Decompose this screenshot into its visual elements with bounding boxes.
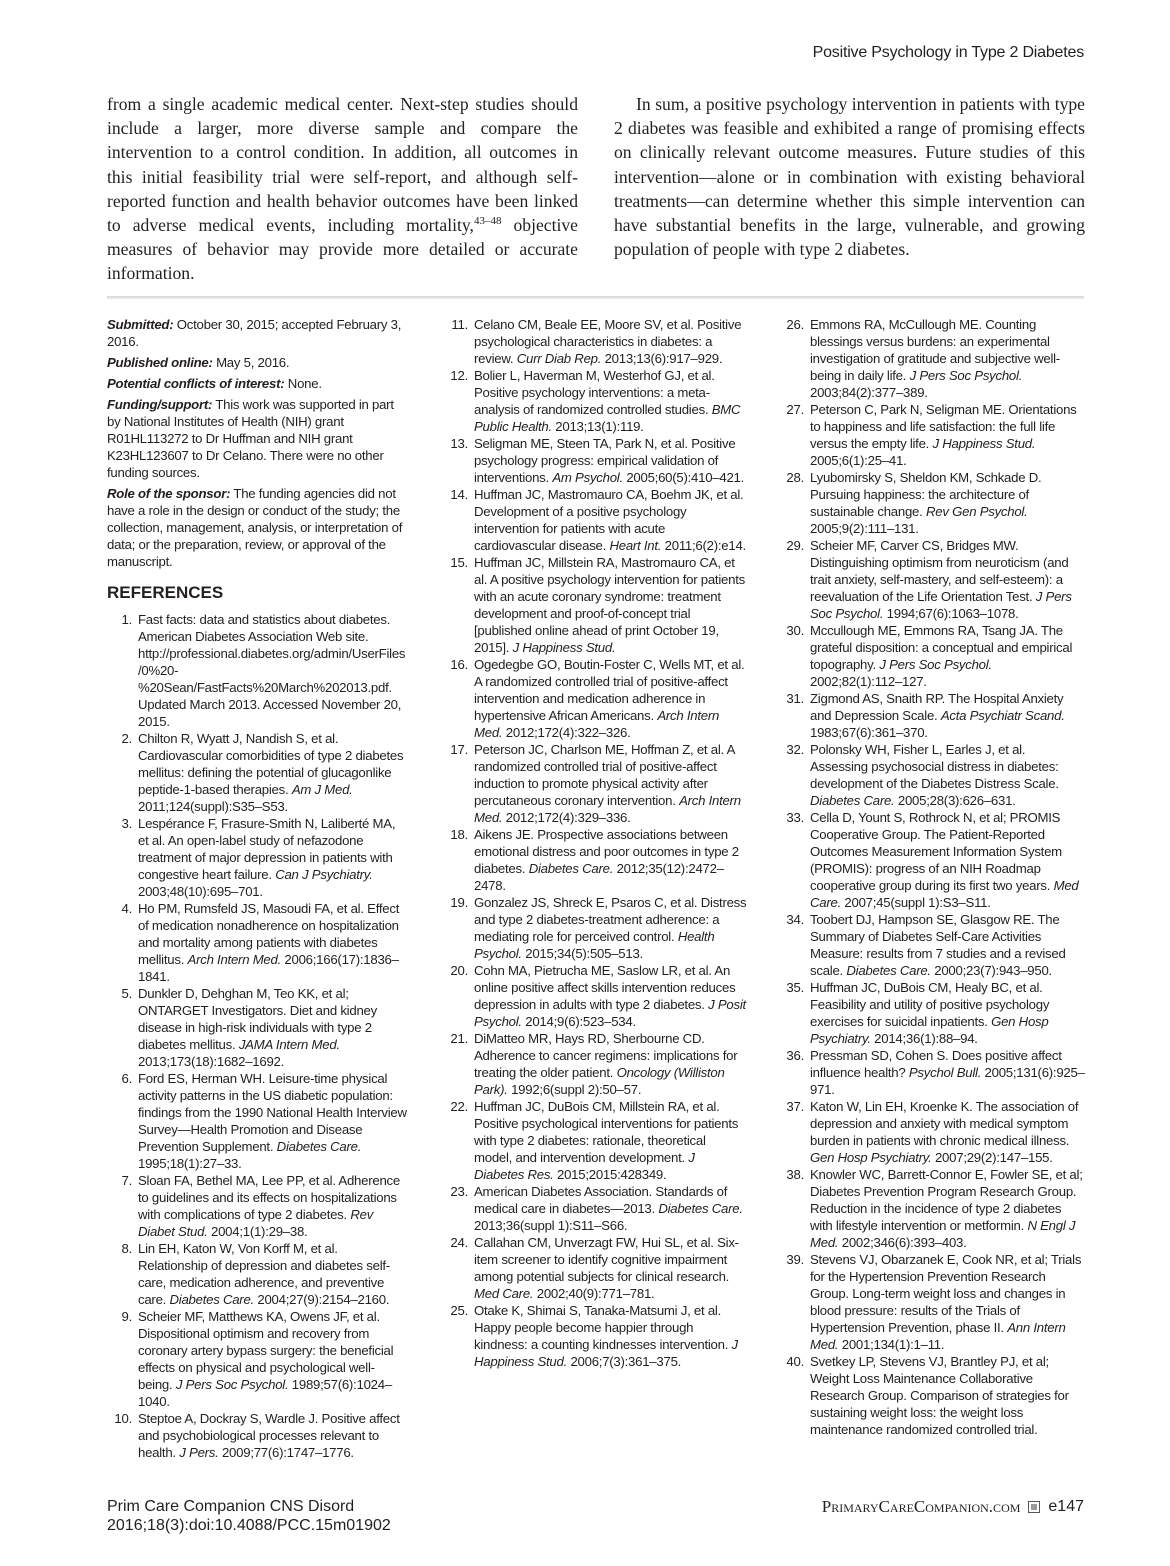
metadata-item (107, 316, 407, 350)
metadata-label: Funding/support: (107, 397, 213, 412)
reference-item (107, 1070, 407, 1172)
journal-title: Diabetes Care. (658, 1201, 743, 1216)
reference-item (779, 622, 1085, 690)
reference-volume: 1983;67(6):361–370. (810, 725, 928, 740)
reference-body: Otake K, Shimai S, Tanaka-Matsumi J, et al. Happy people become happier through kindness: a counting kindnesses intervention. (474, 1303, 732, 1352)
reference-number: 39. (786, 1252, 804, 1267)
journal-title: J Happiness Stud. (474, 1337, 738, 1369)
journal-title: Acta Psychiatr Scand. (940, 708, 1065, 723)
reference-item (779, 537, 1085, 622)
reference-body: American Diabetes Association. Standards of medical care in diabetes—2013. (474, 1184, 728, 1216)
reference-volume: 1989;57(6):1024–1040. (138, 1377, 392, 1409)
reference-number: 33. (786, 810, 804, 825)
journal-title: Oncology (Williston Park). (474, 1065, 725, 1097)
reference-item (779, 1098, 1085, 1166)
reference-body: Bolier L, Haverman M, Westerhof GJ, et al. Positive psychology interventions: a meta-analysis of randomized controlled studies. (474, 368, 715, 417)
journal-title: Gen Hosp Psychiatry. (810, 1150, 932, 1165)
reference-item (779, 741, 1085, 809)
reference-number: 31. (786, 691, 804, 706)
journal-title: Diabetes Care. (276, 1139, 362, 1154)
reference-text (810, 911, 1085, 979)
page-number: e147 (1048, 1498, 1084, 1515)
reference-item (779, 979, 1085, 1047)
reference-text (810, 537, 1085, 622)
reference-body: Scheier MF, Carver CS, Bridges MW. Distinguishing optimism from neuroticism (and trait anxiety, self-mastery, and self-esteem): a reevaluation of the Life Orientation Test. (810, 538, 1069, 604)
reference-volume: 2004;27(9):2154–2160. (253, 1292, 390, 1307)
reference-number: 12. (450, 368, 468, 383)
reference-item (443, 1234, 747, 1302)
metadata-item (107, 354, 407, 371)
column-1 (107, 316, 407, 1461)
journal-title: J Pers Soc Psychol. (810, 589, 1072, 621)
journal-title: Am Psychol. (552, 470, 623, 485)
reference-volume: 1995;18(1):27–33. (138, 1156, 242, 1171)
reference-body: Huffman JC, DuBois CM, Millstein RA, et al. Positive psychological interventions for patients with type 2 diabetes: rationale, theoretical model, and intervention development. (474, 1099, 739, 1165)
reference-number: 38. (786, 1167, 804, 1182)
journal-title: Rev Gen Psychol. (925, 504, 1028, 519)
reference-item (443, 367, 747, 435)
reference-volume: 2005;28(3):626–631. (894, 793, 1016, 808)
metadata-text: The funding agencies did not have a role in the design or conduct of the study; the collection, management, analysis, or interpretation of data; or the preparation, review, or approval of the manuscript. (107, 486, 403, 569)
reference-item (443, 962, 747, 1030)
journal-title: Heart Int. (609, 538, 662, 553)
running-title: Positive Psychology in Type 2 Diabetes (812, 44, 1084, 61)
reference-text (810, 469, 1085, 537)
reference-number: 16. (450, 657, 468, 672)
square-bullet-icon (1028, 1501, 1040, 1513)
reference-volume: 2001;134(1):1–11. (838, 1337, 945, 1352)
reference-item (107, 1410, 407, 1461)
doi-citation: 2016;18(3):doi:10.4088/PCC.15m01902 (107, 1517, 391, 1534)
reference-text (474, 316, 747, 367)
reference-number: 18. (450, 827, 468, 842)
reference-item (107, 815, 407, 900)
reference-text (474, 894, 747, 962)
reference-item (107, 1308, 407, 1410)
reference-body: Lespérance F, Frasure-Smith N, Laliberté MA, et al. An open-label study of nefazodone treatment of major depression in patients with congestive heart failure. (138, 816, 396, 882)
reference-list-part-1 (107, 611, 407, 1461)
reference-volume: 1994;67(6):1063–1078. (883, 606, 1019, 621)
reference-volume: 2007;45(suppl 1):S3–S11. (841, 895, 991, 910)
reference-body: Scheier MF, Matthews KA, Owens JF, et al. Dispositional optimism and recovery from coronary artery bypass surgery: the beneficial effects on physical and psychological well-being. (138, 1309, 394, 1392)
reference-number: 1. (121, 612, 132, 627)
reference-body: Steptoe A, Dockray S, Wardle J. Positive affect and psychobiological processes relevant to health. (138, 1411, 400, 1460)
reference-volume: 2011;124(suppl):S35–S53. (138, 799, 288, 814)
journal-website: PrimaryCareCompanion.com (821, 1497, 1021, 1516)
journal-title: J Pers Soc Psychol. (879, 657, 992, 672)
reference-text (474, 1234, 747, 1302)
reference-number: 17. (450, 742, 468, 757)
journal-title: J Diabetes Res. (474, 1150, 695, 1182)
reference-body: Ho PM, Rumsfeld JS, Masoudi FA, et al. Effect of medication nonadherence on hospitalization and mortality among patients with diabetes mellitus. (138, 901, 400, 967)
footer-citation (107, 1497, 391, 1535)
reference-body: Sloan FA, Bethel MA, Lee PP, et al. Adherence to guidelines and its effects on hospitalizations with complications of type 2 diabetes. (138, 1173, 400, 1222)
reference-number: 6. (121, 1071, 132, 1086)
journal-title: Diabetes Care. (528, 861, 614, 876)
reference-volume: 1992;6(suppl 2):50–57. (507, 1082, 642, 1097)
reference-volume: 2011;6(2):e14. (661, 538, 746, 553)
reference-volume: 2007;29(2):147–155. (931, 1150, 1053, 1165)
reference-number: 28. (786, 470, 804, 485)
reference-body: Dunkler D, Dehghan M, Teo KK, et al; ONTARGET Investigators. Diet and kidney disease in high-risk individuals with type 2 diabetes mellitus. (138, 986, 377, 1052)
reference-item (779, 911, 1085, 979)
reference-number: 40. (786, 1354, 804, 1369)
reference-item (443, 656, 747, 741)
reference-body: Seligman ME, Steen TA, Park N, et al. Positive psychology progress: empirical validation of interventions. (474, 436, 736, 485)
reference-body: Fast facts: data and statistics about diabetes. American Diabetes Association Web site. http://professional.diabetes.org/admin/UserFiles/0%20-%20Sean/FastFacts%20March%202013.pdf. Updated March 2013. Accessed November 20, 2015. (138, 612, 406, 729)
reference-text (810, 1047, 1085, 1098)
reference-volume: 2006;166(17):1836–1841. (138, 952, 399, 984)
reference-number: 20. (450, 963, 468, 978)
reference-item (779, 1047, 1085, 1098)
journal-title: Diabetes Care. (846, 963, 931, 978)
reference-body: Cella D, Yount S, Rothrock N, et al; PROMIS Cooperative Group. The Patient-Reported Outcomes Measurement Information System (PROMIS): progress of an NIH Roadmap cooperative group during its first two years. (810, 810, 1062, 893)
journal-title: Diabetes Care. (169, 1292, 254, 1307)
reference-text (138, 611, 407, 730)
journal-title: J Happiness Stud. (512, 640, 616, 655)
metadata-label: Published online: (107, 355, 213, 370)
reference-body: Zigmond AS, Snaith RP. The Hospital Anxiety and Depression Scale. (810, 691, 1064, 723)
reference-body: Svetkey LP, Stevens VJ, Brantley PJ, et al; Weight Loss Maintenance Collaborative Research Group. Comparison of strategies for sustaining weight loss: the weight loss maintenance randomized controlled trial. (810, 1354, 1069, 1437)
journal-title: Curr Diab Rep. (516, 351, 602, 366)
reference-text (138, 1410, 407, 1461)
metadata-text: This work was supported in part by National Institutes of Health (NIH) grant R01HL113272 to Dr Huffman and NIH grant K23HL123607 to Dr Celano. There were no other funding sources. (107, 397, 394, 480)
reference-volume: 2002;82(1):112–127. (810, 674, 927, 689)
reference-volume: 2013;36(suppl 1):S11–S66. (474, 1218, 628, 1233)
reference-body: Pressman SD, Cohen S. Does positive affect influence health? (810, 1048, 1062, 1080)
reference-text (138, 1240, 407, 1308)
reference-item (779, 1251, 1085, 1353)
reference-body: Callahan CM, Unverzagt FW, Hui SL, et al. Six-item screener to identify cognitive impairment among potential subjects for clinical research. (474, 1235, 739, 1284)
reference-text (474, 1030, 747, 1098)
reference-item (443, 741, 747, 826)
reference-body: Katon W, Lin EH, Kroenke K. The association of depression and anxiety with medical symptom burden in patients with chronic medical illness. (810, 1099, 1079, 1148)
footer-right (822, 1497, 1084, 1517)
reference-volume: 2004;1(1):29–38. (207, 1224, 308, 1239)
reference-number: 3. (121, 816, 132, 831)
body-paragraph (107, 92, 578, 286)
reference-volume: 2013;173(18):1682–1692. (138, 1054, 285, 1069)
reference-number: 24. (450, 1235, 468, 1250)
reference-item (779, 316, 1085, 401)
reference-number: 4. (121, 901, 132, 916)
reference-text (810, 690, 1085, 741)
journal-title: Can J Psychiatry. (275, 867, 373, 882)
reference-item (779, 690, 1085, 741)
journal-title: J Happiness Stud. (932, 436, 1036, 451)
reference-body: Stevens VJ, Obarzanek E, Cook NR, et al; Trials for the Hypertension Prevention Research Group. Long-term weight loss and changes in blood pressure: results of the Trials of Hypertension Prevention, phase II. (810, 1252, 1082, 1335)
reference-item (779, 1353, 1085, 1438)
reference-text (474, 486, 747, 554)
reference-text (138, 1308, 407, 1410)
reference-item (443, 316, 747, 367)
journal-title: Ann Intern Med. (810, 1320, 1066, 1352)
reference-number: 13. (450, 436, 468, 451)
reference-volume: 2002;346(6):393–403. (838, 1235, 967, 1250)
reference-item (443, 1302, 747, 1370)
references-heading: REFERENCES (107, 583, 224, 602)
journal-title: JAMA Intern Med. (238, 1037, 340, 1052)
reference-body: Cohn MA, Pietrucha ME, Saslow LR, et al. An online positive affect skills intervention reduces depression in adults with type 2 diabetes. (474, 963, 736, 1012)
reference-number: 5. (121, 986, 132, 1001)
reference-text (474, 656, 747, 741)
body-text-right (614, 92, 1085, 261)
reference-number: 36. (786, 1048, 804, 1063)
reference-body: Knowler WC, Barrett-Connor E, Fowler SE, et al; Diabetes Prevention Program Research Group. Reduction in the incidence of type 2 diabetes with lifestyle intervention or metformin. (810, 1167, 1083, 1233)
column-3 (779, 316, 1085, 1438)
metadata-label: Potential conflicts of interest: (107, 376, 285, 391)
reference-body: DiMatteo MR, Hays RD, Sherbourne CD. Adherence to cancer regimens: implications for treating the older patient. (474, 1031, 738, 1080)
reference-volume: 2014;9(6):523–534. (521, 1014, 636, 1029)
reference-text (810, 1098, 1085, 1166)
reference-number: 14. (450, 487, 468, 502)
reference-body: Peterson C, Park N, Seligman ME. Orientations to happiness and life satisfaction: the full life versus the empty life. (810, 402, 1077, 451)
journal-title: Diabetes Care. (810, 793, 895, 808)
metadata-item (107, 485, 407, 570)
reference-number: 30. (786, 623, 804, 638)
reference-volume: 2013;13(1):119. (551, 419, 644, 434)
reference-body: Mccullough ME, Emmons RA, Tsang JA. The grateful disposition: a conceptual and empirical topography. (810, 623, 1073, 672)
reference-item (107, 611, 407, 730)
reference-text (474, 1098, 747, 1183)
reference-number: 23. (450, 1184, 468, 1199)
reference-volume: 2003;84(2):377–389. (810, 385, 928, 400)
reference-item (107, 730, 407, 815)
journal-title: J Pers Soc Psychol. (175, 1377, 289, 1392)
reference-text (810, 316, 1085, 401)
journal-title: Arch Intern Med. (187, 952, 282, 967)
journal-title: J Posit Psychol. (474, 997, 746, 1029)
journal-title: J Pers. (179, 1445, 219, 1460)
article-metadata (107, 316, 407, 570)
reference-item (107, 1172, 407, 1240)
reference-number: 25. (450, 1303, 468, 1318)
reference-text (474, 1183, 747, 1234)
reference-number: 19. (450, 895, 468, 910)
reference-text (810, 1353, 1085, 1438)
metadata-label: Submitted: (107, 317, 174, 332)
reference-body: Peterson JC, Charlson ME, Hoffman Z, et al. A randomized controlled trial of positive-affect induction to promote physical activity after percutaneous coronary intervention. (474, 742, 735, 808)
journal-title: Am J Med. (291, 782, 353, 797)
reference-list-part-3 (779, 316, 1085, 1438)
reference-body: Celano CM, Beale EE, Moore SV, et al. Positive psychological characteristics in diabetes: a review. (474, 317, 742, 366)
metadata-item (107, 396, 407, 481)
journal-title: Med Care. (810, 878, 1079, 910)
metadata-text: May 5, 2016. (212, 355, 290, 370)
reference-text (810, 979, 1085, 1047)
reference-text (138, 1070, 407, 1172)
reference-body: Chilton R, Wyatt J, Nandish S, et al. Cardiovascular comorbidities of type 2 diabetes mellitus: defining the potential of glucagonlike peptide-1-based therapies. (138, 731, 404, 797)
metadata-label: Role of the sponsor: (107, 486, 231, 501)
journal-title: BMC Public Health. (474, 402, 741, 434)
journal-name: Prim Care Companion CNS Disord (107, 1498, 355, 1515)
reference-volume: 2005;9(2):111–131. (810, 521, 919, 536)
reference-body: Lyubomirsky S, Sheldon KM, Schkade D. Pursuing happiness: the architecture of sustainable change. (810, 470, 1042, 519)
reference-number: 7. (121, 1173, 132, 1188)
metadata-text: October 30, 2015; accepted February 3, 2016. (107, 317, 402, 349)
reference-number: 29. (786, 538, 804, 553)
journal-title: Med Care. (474, 1286, 534, 1301)
reference-body: Toobert DJ, Hampson SE, Glasgow RE. The Summary of Diabetes Self-Care Activities Measure: results from 7 studies and a revised scale. (810, 912, 1066, 978)
reference-item (443, 1030, 747, 1098)
reference-body: Huffman JC, Mastromauro CA, Boehm JK, et al. Development of a positive psychology intervention for patients with acute cardiovascular disease. (474, 487, 744, 553)
reference-volume: 2012;35(12):2472–2478. (474, 861, 724, 893)
reference-volume: 2006;7(3):361–375. (567, 1354, 682, 1369)
column-2 (443, 316, 747, 1370)
journal-title: Psychol Bull. (908, 1065, 982, 1080)
citation-superscript: 43–48 (473, 215, 502, 228)
reference-volume: 2009;77(6):1747–1776. (218, 1445, 354, 1460)
metadata-text: None. (284, 376, 322, 391)
reference-text (138, 730, 407, 815)
reference-number: 26. (786, 317, 804, 332)
reference-body: Emmons RA, McCullough ME. Counting blessings versus burdens: an experimental investigation of gratitude and subjective well-being in daily life. (810, 317, 1060, 383)
reference-volume: 2015;2015:428349. (553, 1167, 667, 1182)
journal-title: Health Psychol. (474, 929, 715, 961)
reference-item (107, 900, 407, 985)
reference-number: 11. (451, 317, 468, 332)
reference-text (474, 962, 747, 1030)
reference-item (779, 809, 1085, 911)
reference-body: Ford ES, Herman WH. Leisure-time physical activity patterns in the US diabetic population: findings from the 1990 National Health Interview Survey—Health Promotion and Disease Prevention Supplement. (138, 1071, 407, 1154)
reference-text (138, 1172, 407, 1240)
reference-text (810, 741, 1085, 809)
reference-number: 35. (786, 980, 804, 995)
reference-number: 15. (450, 555, 468, 570)
reference-body: Huffman JC, Millstein RA, Mastromauro CA, et al. A positive psychology intervention for patients with an acute coronary syndrome: treatment development and proof-of-concept trial [published online ahead of print October 19, 2015]. (474, 555, 745, 655)
reference-text (810, 622, 1085, 690)
reference-item (443, 826, 747, 894)
reference-volume: 2014;36(1):88–94. (870, 1031, 978, 1046)
reference-number: 34. (786, 912, 804, 927)
reference-number: 9. (121, 1309, 132, 1324)
body-text-left (107, 92, 578, 286)
reference-item (779, 1166, 1085, 1251)
reference-volume: 2013;13(6):917–929. (601, 351, 723, 366)
reference-volume: 2005;6(1):25–41. (810, 453, 907, 468)
reference-volume: 2003;48(10):695–701. (138, 884, 263, 899)
reference-item (107, 985, 407, 1070)
reference-item (779, 401, 1085, 469)
reference-body: Gonzalez JS, Shreck E, Psaros C, et al. Distress and type 2 diabetes-treatment adherence: a mediating role for perceived control. (474, 895, 747, 944)
reference-body: Lin EH, Katon W, Von Korff M, et al. Relationship of depression and diabetes self-care, medication adherence, and preventive care. (138, 1241, 390, 1307)
reference-text (474, 554, 747, 656)
reference-body: Ogedegbe GO, Boutin-Foster C, Wells MT, et al. A randomized controlled trial of positive-affect intervention and medication adherence in hypertensive African Americans. (474, 657, 745, 723)
reference-item (443, 894, 747, 962)
reference-text (474, 741, 747, 826)
reference-item (443, 435, 747, 486)
reference-body: Huffman JC, DuBois CM, Healy BC, et al. Feasibility and utility of positive psychology exercises for suicidal inpatients. (810, 980, 1050, 1029)
reference-item (443, 1183, 747, 1234)
reference-volume: 2002;40(9):771–781. (533, 1286, 655, 1301)
reference-volume: 2012;172(4):329–336. (502, 810, 631, 825)
reference-number: 21. (450, 1031, 468, 1046)
reference-volume: 2015;34(5):505–513. (521, 946, 643, 961)
journal-title: Arch Intern Med. (474, 793, 741, 825)
journal-title: J Pers Soc Psychol. (909, 368, 1023, 383)
reference-number: 2. (121, 731, 132, 746)
reference-number: 37. (786, 1099, 804, 1114)
journal-title: Rev Diabet Stud. (138, 1207, 374, 1239)
reference-text (810, 1166, 1085, 1251)
paragraph-text: objective measures of behavior may provide more detailed or accurate information. (107, 215, 578, 284)
reference-item (779, 469, 1085, 537)
reference-item (443, 1098, 747, 1183)
reference-volume: 2000;23(7):943–950. (930, 963, 1052, 978)
reference-volume: 2012;172(4):322–326. (502, 725, 631, 740)
reference-text (474, 826, 747, 894)
body-paragraph: In sum, a positive psychology intervention in patients with type 2 diabetes was feasible and exhibited a range of promising effects on clinically relevant outcome measures. Future studies of this intervention—alone or in combination with existing behavioral treatments—can determine whether this simple intervention can have substantial benefits in the large, vulnerable, and growing population of people with type 2 diabetes. (614, 94, 1085, 260)
reference-text (810, 1251, 1085, 1353)
reference-number: 8. (121, 1241, 132, 1256)
reference-text (810, 401, 1085, 469)
metadata-item (107, 375, 407, 392)
reference-number: 27. (786, 402, 804, 417)
reference-number: 22. (450, 1099, 468, 1114)
reference-text (474, 435, 747, 486)
reference-text (474, 367, 747, 435)
reference-item (443, 554, 747, 656)
reference-item (443, 486, 747, 554)
reference-volume: 2005;131(6):925–971. (810, 1065, 1085, 1097)
reference-item (107, 1240, 407, 1308)
reference-text (138, 815, 407, 900)
reference-body: Polonsky WH, Fisher L, Earles J, et al. Assessing psychosocial distress in diabetes: development of the Diabetes Distress Scale. (810, 742, 1059, 791)
reference-body: Aikens JE. Prospective associations between emotional distress and poor outcomes in type 2 diabetes. (474, 827, 739, 876)
reference-text (810, 809, 1085, 911)
reference-list-part-2 (443, 316, 747, 1370)
reference-number: 10. (114, 1411, 132, 1426)
reference-text (138, 900, 407, 985)
reference-volume: 2005;60(5):410–421. (622, 470, 745, 485)
reference-text (474, 1302, 747, 1370)
reference-number: 32. (786, 742, 804, 757)
journal-title: Arch Intern Med. (474, 708, 720, 740)
section-divider (107, 296, 1084, 299)
paragraph-text: from a single academic medical center. Next-step studies should include a larger, more diverse sample and compare the intervention to a control condition. In addition, all outcomes in this initial feasibility trial were self-report, and although self-reported function and health behavior outcomes have been linked to adverse medical events, including mortality, (107, 94, 578, 236)
journal-title: Gen Hosp Psychiatry. (810, 1014, 1049, 1046)
reference-text (138, 985, 407, 1070)
journal-title: N Engl J Med. (810, 1218, 1076, 1250)
